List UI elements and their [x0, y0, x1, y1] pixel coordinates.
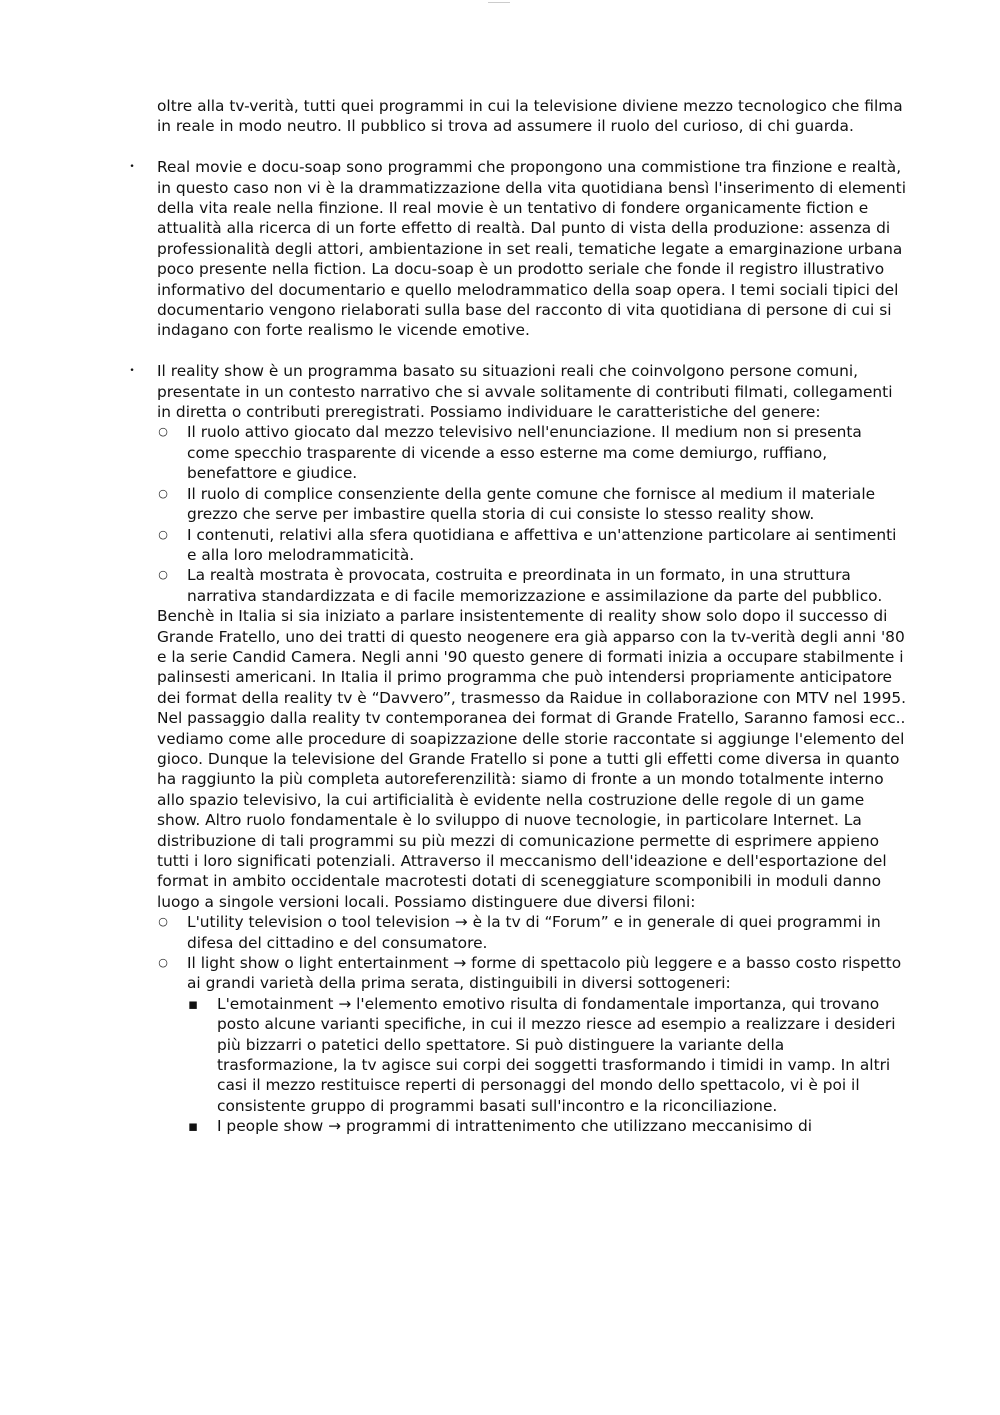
bullet-dot-icon: • — [129, 366, 135, 377]
subgenere-item — [187, 1116, 907, 1136]
filone-text: L'utility television o tool television → è la tv di “Forum” e in generale di quei programmi in difesa del cittadino e del consumatore. — [187, 913, 881, 952]
characteristic-text: I contenuti, relativi alla sfera quotidiana e affettiva e un'attenzione particolare ai sentimenti e alla loro melodrammaticità. — [187, 525, 897, 564]
bullet-text: Real movie e docu-soap sono programmi che propongono una commistione tra finzione e realtà, in questo caso non vi è la drammatizzazione della vita quotidiana bensì l'inserimento di elementi della vita reale nella finzione. Il real movie è un tentativo di fondere organicamente fiction e attualità alla ricerca di un forte effetto di realtà. Dal punto di vista della produzione: assenza di professionalità degli attori, ambientazione in set reali, tematiche legate a emarginazione urbana poco presente nella fiction. La docu-soap è un prodotto seriale che fonde il registro illustrativo informativo del documentario e quello melodrammatico della soap opera. I temi sociali tipici del documentario vengono rielaborati sulla base del racconto di vita quotidiana di persone di cui si indagano con forte realismo le vicende emotive. — [157, 158, 906, 340]
subgenere-text: I people show → programmi di intrattenimento che utilizzano meccanisimo di — [217, 1117, 813, 1136]
characteristic-item — [158, 422, 907, 483]
circle-bullet-icon: ○ — [158, 915, 168, 929]
filone-item — [158, 912, 907, 953]
characteristic-item — [158, 525, 907, 566]
bullet-real-movie — [129, 157, 907, 341]
subgenere-text: L'emotainment → l'elemento emotivo risulta di fondamentale importanza, qui trovano posto alcune varianti specifiche, in cui il mezzo riesce ad esempio a realizzare i desideri più bizzarri o patetici dello spettatore. Si può distinguere la variante della trasformazione, la tv agisce sui corpi dei soggetti trasformando i timidi in vamp. In altri casi il mezzo restituisce reperti di personaggi del mondo dello spettacolo, vi è poi il consistente gruppo di programmi basati sull'incontro e la riconciliazione. — [217, 994, 896, 1115]
bullet-dot-icon: • — [129, 162, 135, 173]
circle-bullet-icon: ○ — [158, 956, 168, 970]
bullet-text: Il reality show è un programma basato su situazioni reali che coinvolgono persone comuni, presentate in un contesto narrativo che si avvale solitamente di contributi filmati, collegamenti in diretta o contributi preregistrati. Possiamo individuare le caratteristiche del genere: — [157, 362, 893, 422]
bullet-reality-show — [129, 361, 907, 422]
filone-item — [158, 953, 907, 994]
page-content — [129, 96, 907, 1137]
characteristic-text: Il ruolo attivo giocato dal mezzo televisivo nell'enunciazione. Il medium non si presenta come specchio trasparente di vicende a esso esterne ma come demiurgo, ruffiano, benefattore e giudice. — [187, 423, 862, 483]
filone-text: Il light show o light entertainment → forme di spettacolo più leggere e a basso costo rispetto ai grandi varietà della prima serata, distinguibili in diversi sottogeneri: — [187, 954, 902, 993]
characteristic-text: La realtà mostrata è provocata, costruita e preordinata in un formato, in una struttura narrativa standardizzata e di facile memorizzazione e assimilazione da parte del pubblico. — [187, 566, 883, 605]
circle-bullet-icon: ○ — [158, 527, 168, 541]
characteristic-text: Il ruolo di complice consenziente della gente comune che fornisce al medium il materiale grezzo che serve per imbastire quella storia di cui consiste lo stesso reality show. — [187, 484, 876, 524]
characteristic-item — [158, 484, 907, 525]
characteristic-item — [158, 565, 907, 606]
intro-paragraph: oltre alla tv-verità, tutti quei programmi in cui la televisione diviene mezzo tecnologico che filma in reale in modo neutro. Il pubblico si trova ad assumere il ruolo del curioso, di chi guarda. — [157, 97, 903, 136]
page-header-mark — [488, 0, 510, 3]
circle-bullet-icon: ○ — [158, 568, 168, 582]
circle-bullet-icon: ○ — [158, 425, 168, 439]
circle-bullet-icon: ○ — [158, 486, 168, 500]
history-paragraph: Benchè in Italia si sia iniziato a parlare insistentemente di reality show solo dopo il successo di Grande Fratello, uno dei tratti di questo neogenere era già apparso con la tv-verità degli anni '80 e la serie Candid Camera. Negli anni '90 questo genere di formati inizia a occupare stabilmente i palinsesti americani. In Italia il primo programma che può intendersi propriamente anticipatore dei format della reality tv è “Davvero”, trasmesso da Raidue in collaborazione con MTV nel 1995. Nel passaggio dalla reality tv contemporanea dei format di Grande Fratello, Saranno famosi ecc.. vediamo come alle procedure di soapizzazione delle storie raccontate si aggiunge l'elemento del gioco. Dunque la televisione del Grande Fratello si pone a tutti gli effetti come diversa in quanto ha raggiunto la più completa autoreferenzilità: siamo di fronte a un mondo totalmente interno allo spazio televisivo, la cui artificialità è evidente nella costruzione delle regole di un game show. Altro ruolo fondamentale è lo sviluppo di nuove tecnologie, in particolare Internet. La distribuzione di tali programmi su più mezzi di comunicazione permette di esprimere appieno tutti i loro significati potenziali. Attraverso il meccanismo dell'ideazione e dell'esportazione del format in ambito occidentale macrotesti dotati di sceneggiature scomponibili in moduli danno luogo a singole versioni locali. Possiamo distinguere due diversi filoni: — [157, 607, 907, 911]
subgenere-item — [187, 994, 907, 1116]
square-bullet-icon: ▪ — [187, 1117, 199, 1136]
square-bullet-icon: ▪ — [187, 994, 199, 1013]
